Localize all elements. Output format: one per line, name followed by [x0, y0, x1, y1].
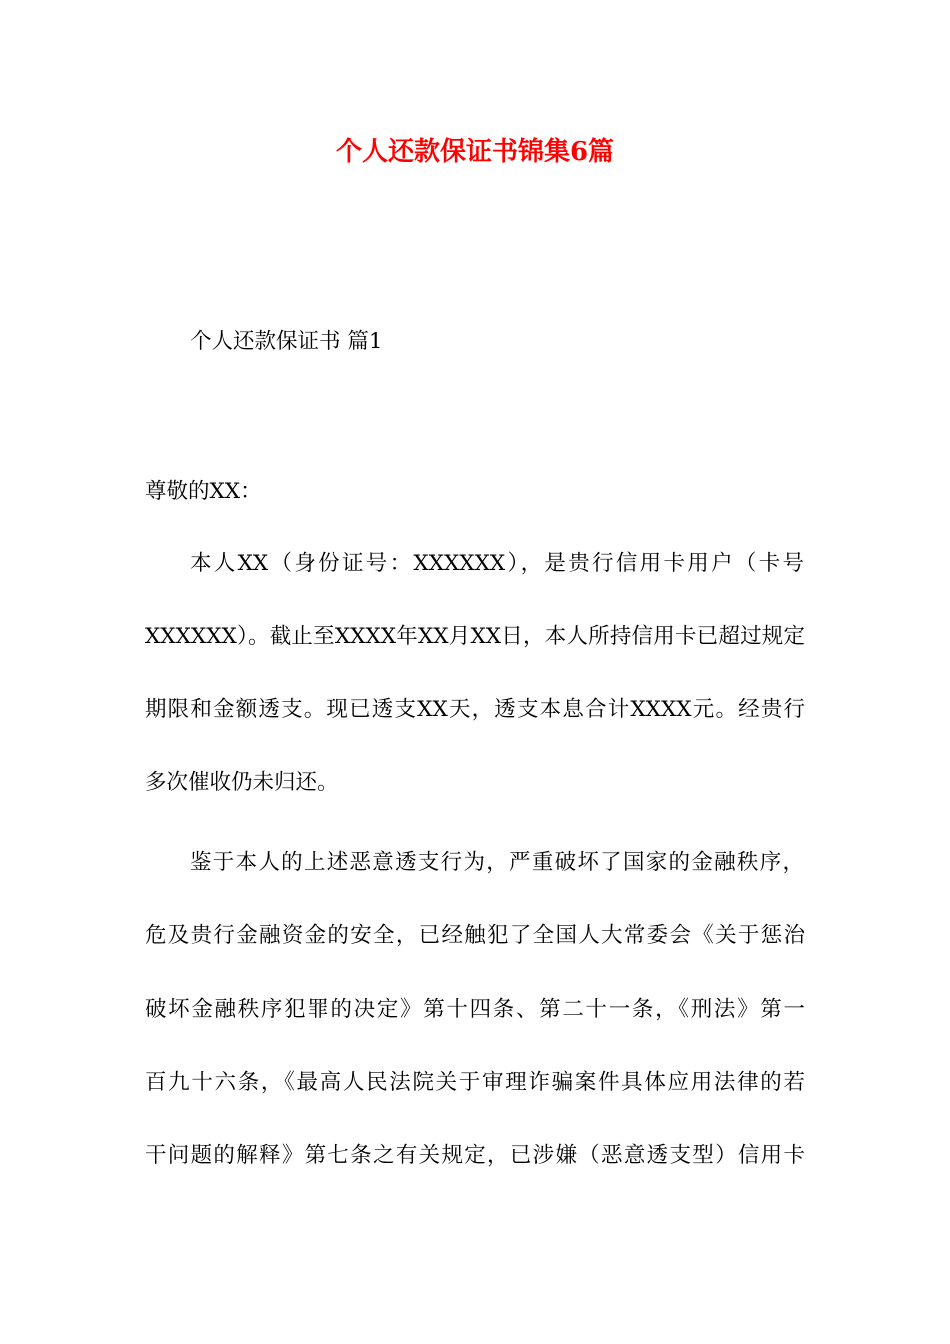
section-heading: 个人还款保证书 篇1 [190, 329, 383, 354]
paragraph-line: XXXXXX）。截止至XXXX年XX月XX日，本人所持信用卡已超过规定 [145, 624, 805, 649]
document-title: 个人还款保证书锦集6篇 [335, 137, 615, 167]
paragraph-line: 多次催收仍未归还。 [145, 770, 339, 795]
paragraph-line: 危及贵行金融资金的安全，已经触犯了全国人大常委会《关于惩治 [145, 923, 805, 948]
paragraph-line: 干问题的解释》第七条之有关规定，已涉嫌（恶意透支型）信用卡 [145, 1143, 805, 1168]
salutation: 尊敬的XX： [145, 479, 262, 504]
paragraph-line: 鉴于本人的上述恶意透支行为，严重破坏了国家的金融秩序， [190, 850, 804, 875]
paragraph-line: 百九十六条，《最高人民法院关于审理诈骗案件具体应用法律的若 [145, 1070, 805, 1095]
paragraph-line: 期限和金额透支。现已透支XX天，透支本息合计XXXX元。经贵行 [145, 697, 805, 722]
paragraph-line: 破坏金融秩序犯罪的决定》第十四条、第二十一条，《刑法》第一 [145, 997, 805, 1022]
paragraph-line: 本人XX（身份证号：XXXXXX），是贵行信用卡用户（卡号 [190, 551, 804, 576]
